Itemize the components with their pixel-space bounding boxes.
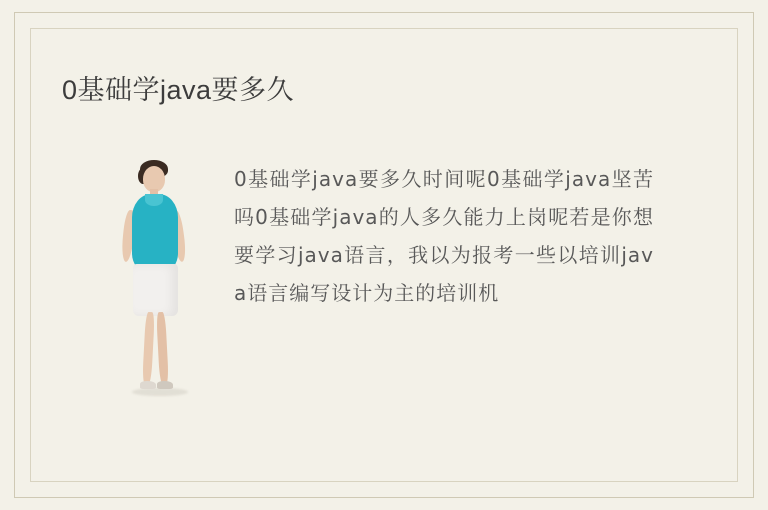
figure-collar [145,194,163,206]
figure-right-shoe [157,381,173,389]
figure-shadow [132,388,188,396]
figure-skirt [133,264,178,316]
figure-right-leg [156,312,169,384]
page-title: 0基础学java要多久 [62,75,295,105]
woman-illustration [102,160,212,410]
article-content [62,150,682,430]
figure-left-leg [142,312,155,384]
figure-left-shoe [140,381,156,389]
article-body: 0基础学java要多久时间呢0基础学java坚苦吗0基础学java的人多久能力上岗呢若是你想要学习java语言，我以为报考一些以培训java语言编写设计为主的培训机 [234,167,654,305]
